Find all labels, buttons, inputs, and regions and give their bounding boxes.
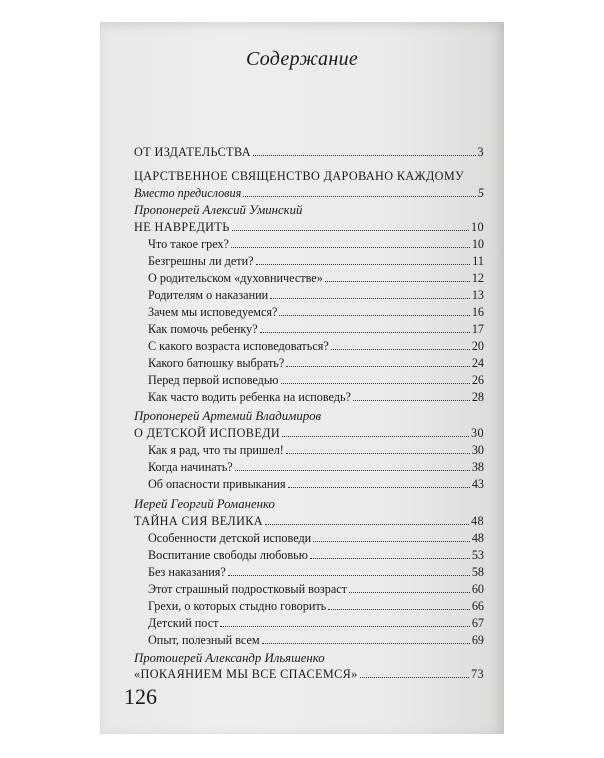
toc-entry: С какого возраста исповедоваться? 20 [148, 339, 484, 353]
toc-entry: Опыт, полезный всем 69 [148, 633, 484, 647]
toc-entry: Детский пост 67 [148, 616, 484, 630]
toc-entry: Перед первой исповедью 26 [148, 373, 484, 387]
toc-entry: Без наказания? 58 [148, 565, 484, 579]
toc-entry: Что такое грех? 10 [148, 237, 484, 251]
toc-entry: Воспитание свободы любовью 53 [148, 548, 484, 562]
section-author: Пропонерей Артемий Владимиров [134, 409, 322, 423]
toc-entry: Родителям о наказании 13 [148, 288, 484, 302]
toc-entry: «ПОКАЯНИЕМ МЫ ВСЕ СПАСЕМСЯ» 73 [134, 667, 484, 681]
toc-entry: Как часто водить ребенка на исповедь? 28 [148, 390, 484, 404]
toc-entry: О ДЕТСКОЙ ИСПОВЕДИ 30 [134, 426, 484, 440]
toc-entry: Как помочь ребенку? 17 [148, 322, 484, 336]
toc-entry: О родительском «духовничестве» 12 [148, 271, 484, 285]
toc-entry: Какого батюшку выбрать? 24 [148, 356, 484, 370]
toc-heading: ЦАРСТВЕННОЕ СВЯЩЕНСТВО ДАРОВАНО КАЖДОМУ [134, 169, 465, 183]
page-number: 126 [124, 684, 157, 709]
toc-entry: Особенности детской исповеди 48 [148, 531, 484, 545]
toc-entry: Когда начинать? 38 [148, 460, 484, 474]
toc-entry: НЕ НАВРЕДИТЬ 10 [134, 220, 484, 234]
section-author: Иерей Георгий Романенко [134, 497, 275, 511]
section-author: Пропонерей Алексий Уминский [134, 203, 303, 217]
page-title: Содержание [245, 48, 359, 70]
toc-entry: ТАЙНА СИЯ ВЕЛИКА 48 [134, 514, 484, 528]
toc-entry: Вместо предисловия 5 [134, 186, 484, 200]
toc-entry: Безгрешны ли дети? 11 [148, 254, 484, 268]
toc-entry: Грехи, о которых стыдно говорить 66 [148, 599, 484, 613]
toc-entry: ОТ ИЗДАТЕЛЬСТВА 3 [134, 145, 484, 159]
toc-entry: Этот страшный подростковый возраст 60 [148, 582, 484, 596]
section-author: Протоиерей Александр Ильяшенко [134, 651, 325, 665]
toc-entry: Об опасности привыкания 43 [148, 477, 484, 491]
toc-entry: Как я рад, что ты пришел! 30 [148, 443, 484, 457]
toc-entry: Зачем мы исповедуемся? 16 [148, 305, 484, 319]
